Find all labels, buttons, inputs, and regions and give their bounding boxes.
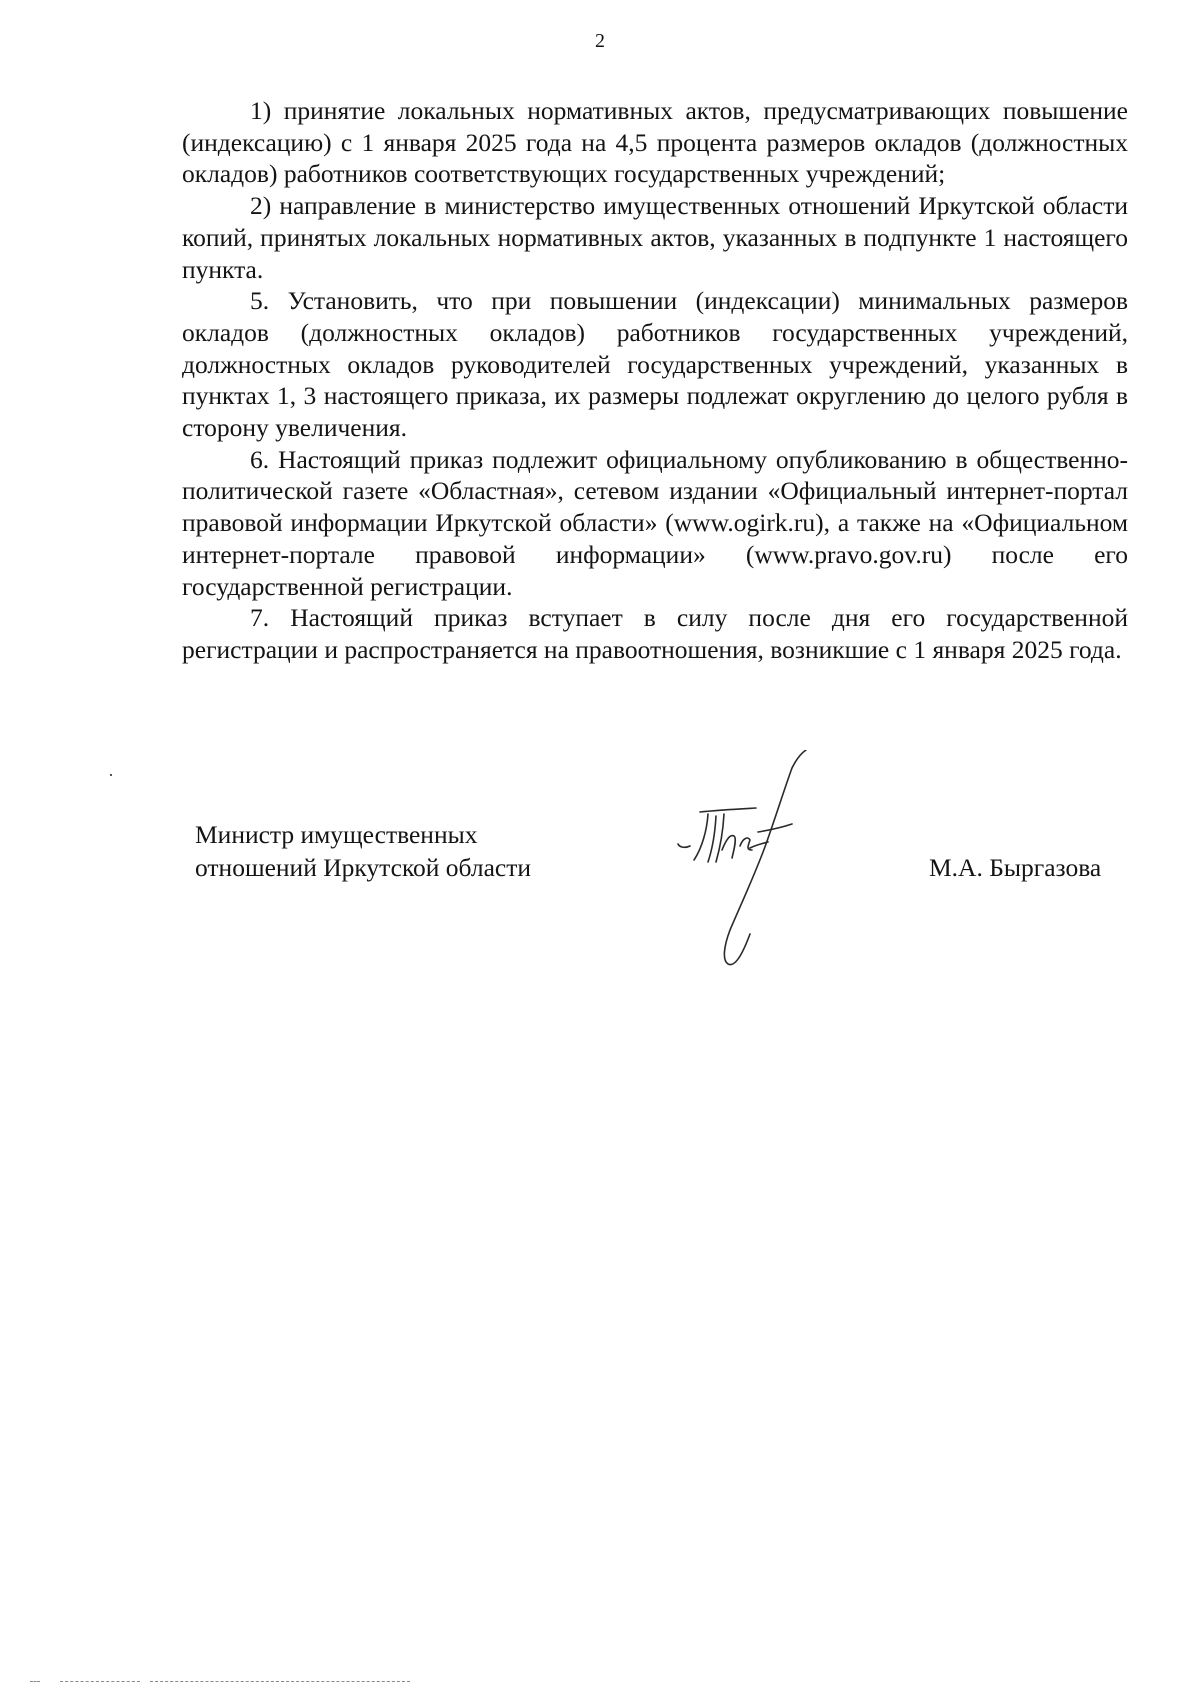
paragraph-item-5: 5. Установить, что при повышении (индексации) минимальных размеров окладов (должностных окладов) работников государственных учреждений, должностных окладов руководителей государственных учреждений, указанных в пунктах 1, 3 настоящего приказа, их размеры подлежат округлению до целого рубля в сторону увеличения. [182,286,1128,443]
page-number: 2 [595,30,605,52]
signatory-position-line-2: отношений Иркутской области [195,853,532,882]
scan-artifact-line [30,1681,40,1683]
scan-artifact-line [60,1681,140,1683]
signatory-position [195,818,531,884]
paragraph-subitem-1: 1) принятие локальных нормативных актов, предусматривающих повышение (индексацию) с 1 января 2025 года на 4,5 процента размеров окладов (должностных окладов) работников соответствующих государственных учреждений; [182,96,1128,189]
handwritten-signature [660,750,860,970]
paragraph-item-7: 7. Настоящий приказ вступает в силу после дня его государственной регистрации и распространяется на правоотношения, возникшие с 1 января 2025 года. [182,603,1128,664]
scan-speck [110,774,112,776]
paragraph-item-6: 6. Настоящий приказ подлежит официальному опубликованию в общественно-политической газете «Областная», сетевом издании «Официальный интернет-портал правовой информации Иркутской области» (www.ogirk.ru), а также на «Официальном интернет-портале правовой информации» (www.pravo.gov.ru) после его государственной регистрации. [182,444,1128,601]
document-body [182,95,1128,666]
signatory-name: М.А. Быргазова [929,853,1102,882]
scan-artifact-line [150,1681,410,1683]
signatory-position-line-1: Министр имущественных [195,820,478,849]
paragraph-subitem-2: 2) направление в министерство имущественных отношений Иркутской области копий, принятых локальных нормативных актов, указанных в подпункте 1 настоящего пункта. [182,191,1128,284]
